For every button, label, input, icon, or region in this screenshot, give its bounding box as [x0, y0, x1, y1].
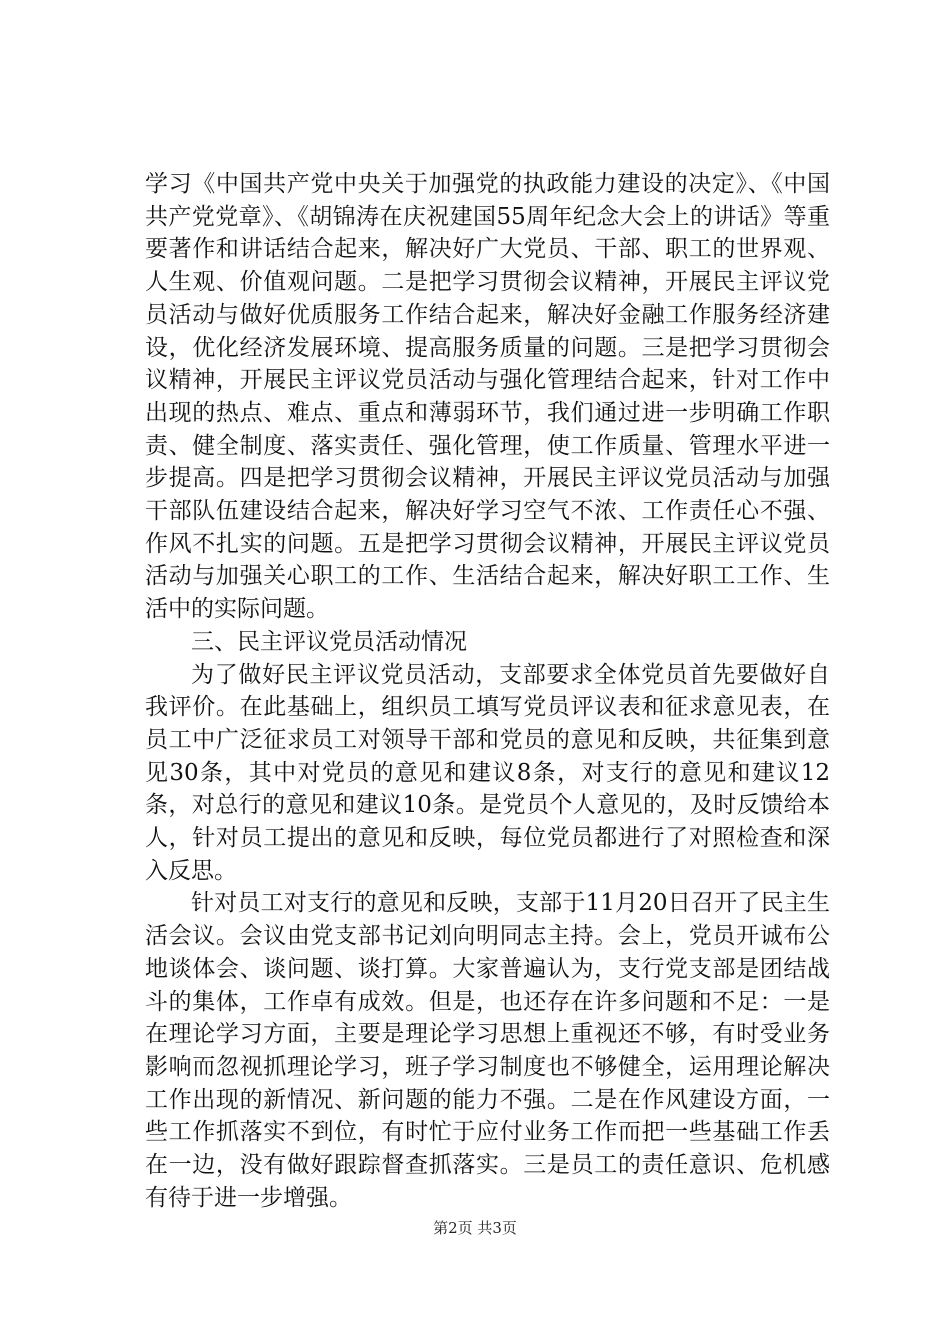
- paragraph-1: 学习《中国共产党中央关于加强党的执政能力建设的决定》、《中国共产党党章》、《胡锦涛在庆祝建国55周年纪念大会上的讲话》等重要著作和讲话结合起来，解决好广大党员、干部、职工的世界观、人生观、价值观问题。二是把学习贯彻会议精神，开展民主评议党员活动与做好优质服务工作结合起来，解决好金融工作服务经济建设，优化经济发展环境、提高服务质量的问题。三是把学习贯彻会议精神，开展民主评议党员活动与强化管理结合起来，针对工作中出现的热点、难点、重点和薄弱环节，我们通过进一步明确工作职责、健全制度、落实责任、强化管理，使工作质量、管理水平进一步提高。四是把学习贯彻会议精神，开展民主评议党员活动与加强干部队伍建设结合起来，解决好学习空气不浓、工作责任心不强、作风不扎实的问题。五是把学习贯彻会议精神，开展民主评议党员活动与加强关心职工的工作、生活结合起来，解决好职工工作、生活中的实际问题。: [145, 171, 830, 623]
- paragraph-4: 针对员工对支行的意见和反映，支部于11月20日召开了民主生活会议。会议由党支部书记刘向明同志主持。会上，党员开诚布公地谈体会、谈问题、谈打算。大家普遍认为，支行党支部是团结战斗的集体，工作卓有成效。但是，也还存在许多问题和不足：一是在理论学习方面，主要是理论学习思想上重视还不够，有时受业务影响而忽视抓理论学习，班子学习制度也不够健全，运用理论解决工作出现的新情况、新问题的能力不强。二是在作风建设方面，一些工作抓落实不到位，有时忙于应付业务工作而把一些基础工作丢在一边，没有做好跟踪督查抓落实。三是员工的责任意识、危机感有待于进一步增强。: [145, 890, 830, 1211]
- document-body: [145, 168, 830, 1215]
- section-heading: 三、民主评议党员活动情况: [191, 628, 467, 655]
- paragraph-3: 为了做好民主评议党员活动，支部要求全体党员首先要做好自我评价。在此基础上，组织员工填写党员评议表和征求意见表，在员工中广泛征求员工对领导干部和党员的意见和反映，共征集到意见30条，其中对党员的意见和建议8条，对支行的意见和建议12条，对总行的意见和建议10条。是党员个人意见的，及时反馈给本人，针对员工提出的意见和反映，每位党员都进行了对照检查和深入反思。: [145, 661, 830, 884]
- page-footer: 第2页 共3页: [433, 1219, 517, 1237]
